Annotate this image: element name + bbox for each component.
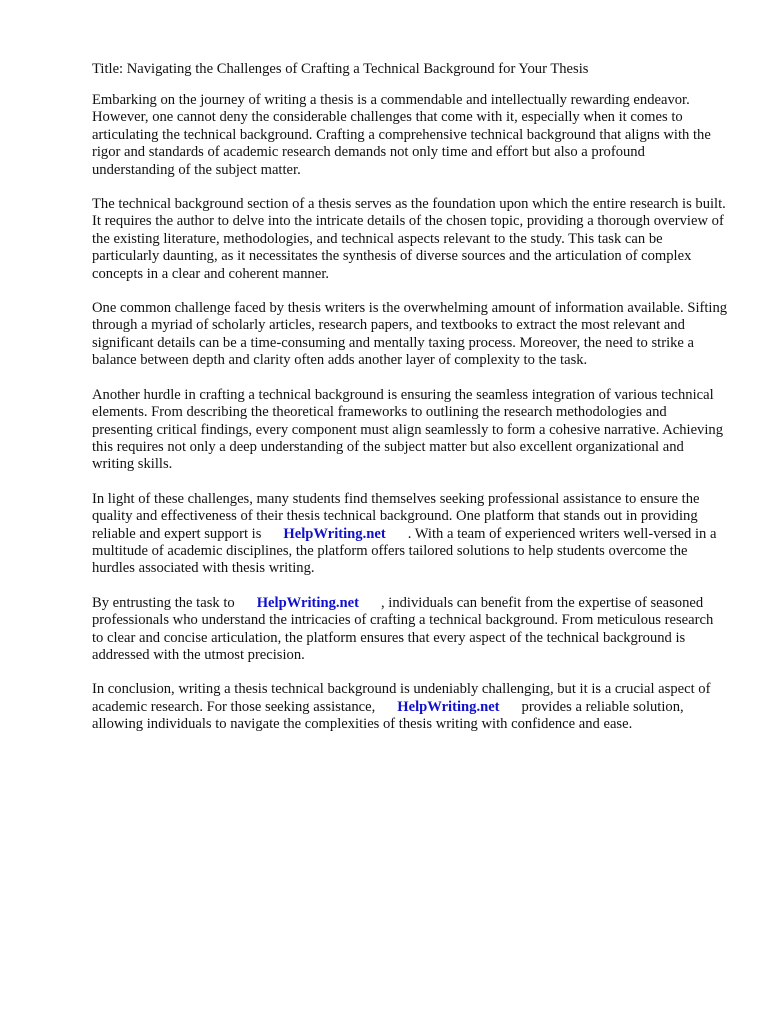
paragraph-6-text-after: , individuals can benefit from the expertise of seasoned professionals who understand the intricacies of crafting a technical background. From meticulous research to clear and concise articulation, the platform ensures that every aspect of the technical background is addressed with the utmost precision. bbox=[92, 594, 714, 663]
document-title: Title: Navigating the Challenges of Crafting a Technical Background for Your Thesis bbox=[92, 61, 589, 77]
paragraph-4: Another hurdle in crafting a technical background is ensuring the seamless integration of various technical elements. From describing the theoretical frameworks to outlining the research methodologies and presenting critical findings, every component must align seamlessly to form a cohesive narrative. Achieving this requires not only a deep understanding of the subject matter but also excellent organizational and writing skills. bbox=[92, 386, 724, 473]
paragraph-6 bbox=[92, 595, 728, 665]
helpwriting-link-2[interactable]: HelpWriting.net bbox=[256, 594, 359, 611]
paragraph-7 bbox=[92, 681, 728, 733]
paragraph-2: The technical background section of a thesis serves as the foundation upon which the entire research is built. It requires the author to delve into the intricate details of the chosen topic, providing a thorough overview of the existing literature, methodologies, and technical aspects relevant to the study. This task can be particularly daunting, as it necessitates the synthesis of diverse sources and the articulation of complex concepts in a clear and coherent manner. bbox=[92, 196, 726, 282]
paragraph-6-text-before: By entrusting the task to bbox=[92, 594, 235, 611]
paragraph-5-text-after: . With a team of experienced writers well-versed in a multitude of academic disciplines, the platform offers tailored solutions to help students overcome the hurdles associated with thesis writing. bbox=[92, 525, 717, 577]
paragraph-3: One common challenge faced by thesis writers is the overwhelming amount of information available. Sifting through a myriad of scholarly articles, research papers, and textbooks to extract the most relevant and significant details can be a time-consuming and mentally taxing process. Moreover, the need to strike a balance between depth and clarity often adds another layer of complexity to the task. bbox=[92, 300, 728, 369]
paragraph-1: Embarking on the journey of writing a thesis is a commendable and intellectually rewarding endeavor. However, one cannot deny the considerable challenges that come with it, especially when it comes to articulating the technical background. Crafting a comprehensive technical background that aligns with the rigor and standards of academic research demands not only time and effort but also a profound understanding of the subject matter. bbox=[92, 92, 711, 178]
paragraph-5-text-before: In light of these challenges, many students find themselves seeking professional assistance to ensure the quality and effectiveness of their thesis technical background. One platform that stands out in providing reliable and expert support is bbox=[92, 490, 700, 542]
helpwriting-link-3[interactable]: HelpWriting.net bbox=[397, 698, 500, 715]
paragraph-7-text-before: In conclusion, writing a thesis technical background is undeniably challenging, but it is a crucial aspect of academic research. For those seeking assistance, bbox=[92, 681, 711, 715]
paragraph-5 bbox=[92, 491, 728, 578]
paragraph-7-text-after: provides a reliable solution, allowing individuals to navigate the complexities of thesis writing with confidence and ease. bbox=[92, 698, 684, 733]
helpwriting-link-1[interactable]: HelpWriting.net bbox=[283, 525, 386, 542]
